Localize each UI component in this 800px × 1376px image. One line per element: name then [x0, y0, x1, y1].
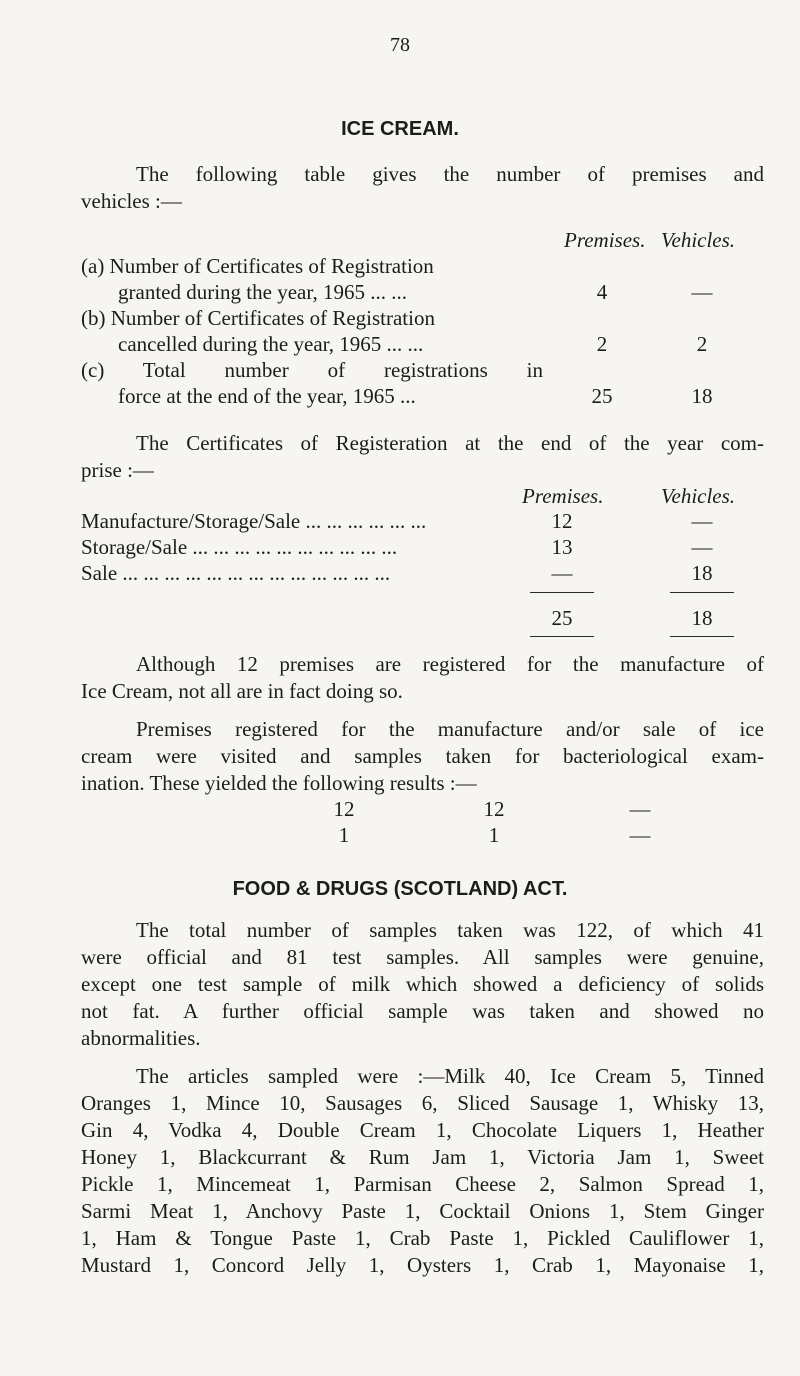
row-b-premises: 2	[596, 332, 608, 356]
row-a-premises: 4	[596, 280, 608, 304]
row-c-premises: 25	[591, 384, 613, 408]
result-value: 1	[488, 823, 500, 847]
articles-line: Oranges 1, Mince 10, Sausages 6, Sliced Sausage 1, Whisky 13,	[81, 1091, 764, 1115]
food-paragraph-line: abnormalities.	[81, 1026, 201, 1050]
result-value: 12	[333, 797, 355, 821]
intro-line: vehicles :—	[81, 189, 182, 213]
total-rule-top	[530, 592, 594, 593]
articles-line: Mustard 1, Concord Jelly 1, Oysters 1, Crab 1, Mayonaise 1,	[81, 1253, 764, 1277]
although-line: Ice Cream, not all are in fact doing so.	[81, 679, 403, 703]
premises-line: ination. These yielded the following results :—	[81, 771, 477, 795]
result-value: 1	[338, 823, 350, 847]
row-c-label-cont: force at the end of the year, 1965 ...	[118, 384, 416, 408]
row-b-label: (b) Number of Certificates of Registration	[81, 306, 435, 330]
result-value: —	[629, 823, 651, 847]
row-a-label: (a) Number of Certificates of Registration	[81, 254, 434, 278]
cert-row-vehicles: —	[691, 535, 713, 559]
food-drugs-heading: FOOD & DRUGS (SCOTLAND) ACT.	[232, 878, 568, 900]
cert-row-label: Storage/Sale ... ... ... ... ... ... ... ... ... ...	[81, 535, 398, 559]
cert-row-premises: 13	[551, 535, 573, 559]
result-value: 12	[483, 797, 505, 821]
col-header-vehicles: Vehicles.	[661, 228, 736, 252]
although-line: Although 12 premises are registered for the manufacture of	[136, 652, 764, 676]
total-rule-bottom	[530, 636, 594, 637]
cert-col-header-vehicles: Vehicles.	[661, 484, 736, 508]
cert-row-label: Manufacture/Storage/Sale ... ... ... ... ... ...	[81, 509, 427, 533]
premises-line: Premises registered for the manufacture and/or sale of ice	[136, 717, 764, 741]
result-value: —	[629, 797, 651, 821]
ice-cream-heading: ICE CREAM.	[341, 118, 459, 140]
row-a-vehicles: —	[691, 280, 713, 304]
cert-row-premises: 12	[551, 509, 573, 533]
articles-line: Honey 1, Blackcurrant & Rum Jam 1, Victoria Jam 1, Sweet	[81, 1145, 764, 1169]
cert-row-vehicles: —	[691, 509, 713, 533]
intro-line: The following table gives the number of premises and	[136, 162, 764, 186]
articles-line: Pickle 1, Mincemeat 1, Parmisan Cheese 2, Salmon Spread 1,	[81, 1172, 764, 1196]
articles-line: 1, Ham & Tongue Paste 1, Crab Paste 1, Pickled Cauliflower 1,	[81, 1226, 764, 1250]
row-b-label-cont: cancelled during the year, 1965 ... ...	[118, 332, 424, 356]
total-rule-top	[670, 592, 734, 593]
row-c-vehicles: 18	[691, 384, 713, 408]
articles-line: Gin 4, Vodka 4, Double Cream 1, Chocolate Liquers 1, Heather	[81, 1118, 764, 1142]
cert-intro-line: prise :—	[81, 458, 154, 482]
cert-row-label: Sale ... ... ... ... ... ... ... ... ... ... ... ... ...	[81, 561, 391, 585]
cert-row-vehicles: 18	[691, 561, 713, 585]
articles-line: The articles sampled were :—Milk 40, Ice Cream 5, Tinned	[136, 1064, 764, 1088]
page-number: 78	[390, 34, 410, 56]
total-vehicles: 18	[691, 606, 713, 630]
premises-line: cream were visited and samples taken for bacteriological exam-	[81, 744, 764, 768]
col-header-premises: Premises.	[564, 228, 646, 252]
food-paragraph-line: except one test sample of milk which showed a deficiency of solids	[81, 972, 764, 996]
cert-col-header-premises: Premises.	[522, 484, 604, 508]
cert-intro-line: The Certificates of Registeration at the end of the year com-	[136, 431, 764, 455]
articles-line: Sarmi Meat 1, Anchovy Paste 1, Cocktail Onions 1, Stem Ginger	[81, 1199, 764, 1223]
row-c-label: (c) Total number of registrations in	[81, 358, 543, 382]
food-paragraph-line: were official and 81 test samples. All samples were genuine,	[81, 945, 764, 969]
food-paragraph-line: not fat. A further official sample was taken and showed no	[81, 999, 764, 1023]
food-paragraph-line: The total number of samples taken was 122, of which 41	[136, 918, 764, 942]
total-premises: 25	[551, 606, 573, 630]
row-a-label-cont: granted during the year, 1965 ... ...	[118, 280, 407, 304]
total-rule-bottom	[670, 636, 734, 637]
cert-row-premises: —	[551, 561, 573, 585]
row-b-vehicles: 2	[696, 332, 708, 356]
